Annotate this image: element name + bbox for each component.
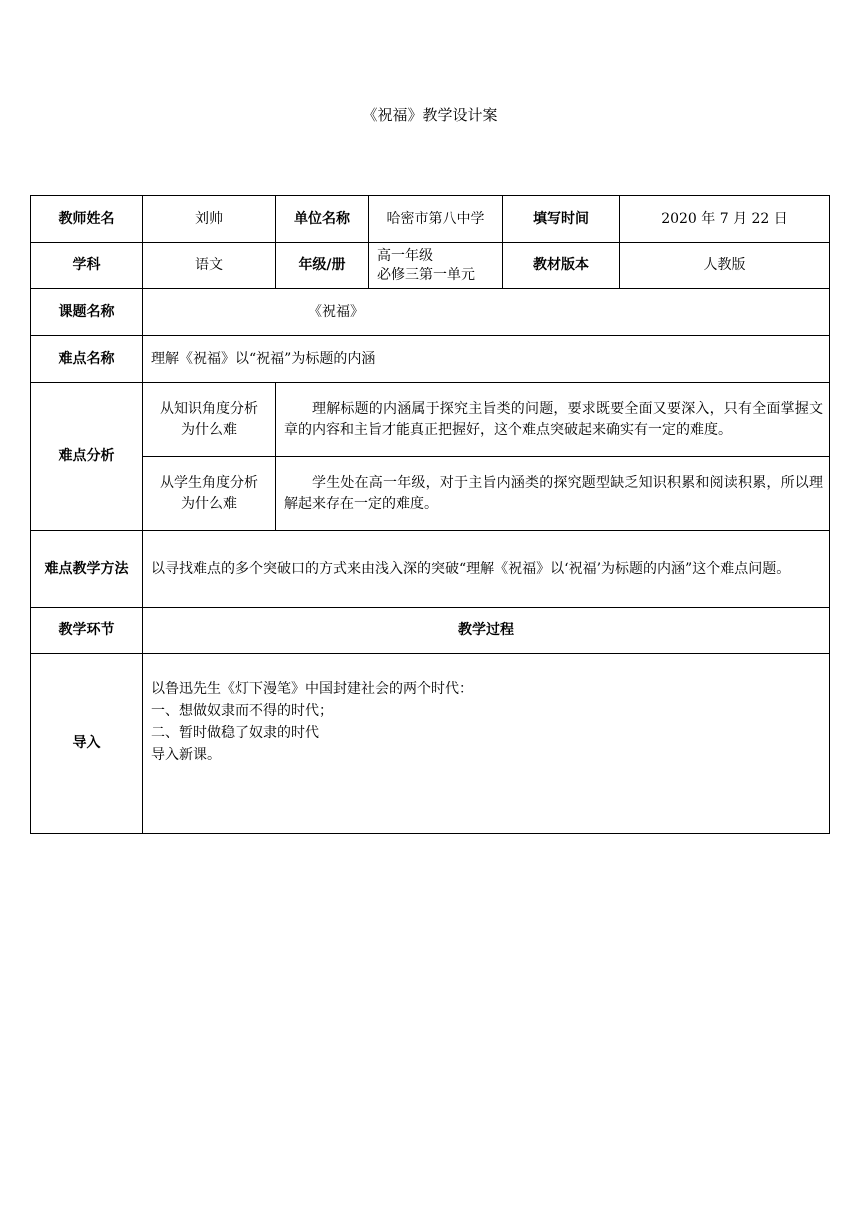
topic-row: [31, 289, 830, 336]
intro-line-1: 以鲁迅先生《灯下漫笔》中国封建社会的两个时代：: [151, 681, 473, 697]
difficulty-analysis-label: 难点分析: [31, 383, 143, 531]
edition-label: 教材版本: [503, 243, 620, 289]
topic-value: [143, 289, 830, 336]
document-title: 《祝福》教学设计案: [362, 106, 498, 124]
teaching-process-label: 教学过程: [143, 608, 830, 654]
info-row-1: [31, 196, 830, 243]
knowledge-angle-label: [143, 383, 276, 457]
unit-name-label: 单位名称: [276, 196, 369, 243]
method-label: 难点教学方法: [31, 531, 143, 608]
teacher-name-label: 教师姓名: [31, 196, 143, 243]
difficulty-name-value: 理解《祝福》以“祝福”为标题的内涵: [143, 336, 830, 383]
teaching-stage-label: 教学环节: [31, 608, 143, 654]
intro-line-2: 一、想做奴隶而不得的时代；: [151, 703, 333, 719]
info-row-2: [31, 243, 830, 289]
intro-content: [143, 654, 830, 834]
topic-label: 课题名称: [31, 289, 143, 336]
intro-line-3: 二、暂时做稳了奴隶的时代: [151, 725, 319, 741]
grade-line-1: 高一年级: [377, 247, 433, 264]
lesson-plan-table: [30, 195, 830, 834]
subject-label: 学科: [31, 243, 143, 289]
grade-line-2: 必修三第一单元: [377, 266, 475, 283]
edition-value: 人教版: [620, 243, 830, 289]
process-header-row: [31, 608, 830, 654]
knowledge-angle-text: [276, 383, 830, 457]
difficulty-name-label: 难点名称: [31, 336, 143, 383]
grade-label: 年级/册: [276, 243, 369, 289]
knowledge-angle-line-1: 从知识角度分析: [160, 400, 258, 417]
fill-date-label: 填写时间: [503, 196, 620, 243]
intro-row: [31, 654, 830, 834]
method-text: 以寻找难点的多个突破口的方式来由浅入深的突破“理解《祝福》以‘祝福’为标题的内涵”这个难点问题。: [143, 531, 830, 608]
student-angle-text: [276, 457, 830, 531]
knowledge-angle-line-2: 为什么难: [181, 421, 237, 438]
grade-value: [369, 243, 503, 289]
teacher-name-value: 刘帅: [143, 196, 276, 243]
difficulty-analysis-row-2: [31, 457, 830, 531]
student-angle-paragraph: 学生处在高一年级，对于主旨内涵类的探究题型缺乏知识积累和阅读积累，所以理解起来存在一定的难度。: [284, 474, 823, 512]
method-row: [31, 531, 830, 608]
intro-line-4: 导入新课。: [151, 747, 221, 763]
difficulty-analysis-row-1: [31, 383, 830, 457]
unit-name-value: 哈密市第八中学: [369, 196, 503, 243]
fill-date-value: 2020 年 7 月 22 日: [620, 196, 830, 243]
intro-label: 导入: [31, 654, 143, 834]
student-angle-line-2: 为什么难: [181, 495, 237, 512]
student-angle-line-1: 从学生角度分析: [160, 474, 258, 491]
subject-value: 语文: [143, 243, 276, 289]
difficulty-name-row: [31, 336, 830, 383]
knowledge-angle-paragraph: 理解标题的内涵属于探究主旨类的问题，要求既要全面又要深入，只有全面掌握文章的内容和主旨才能真正把握好，这个难点突破起来确实有一定的难度。: [284, 400, 823, 438]
topic-text: 《祝福》: [308, 303, 364, 320]
student-angle-label: [143, 457, 276, 531]
